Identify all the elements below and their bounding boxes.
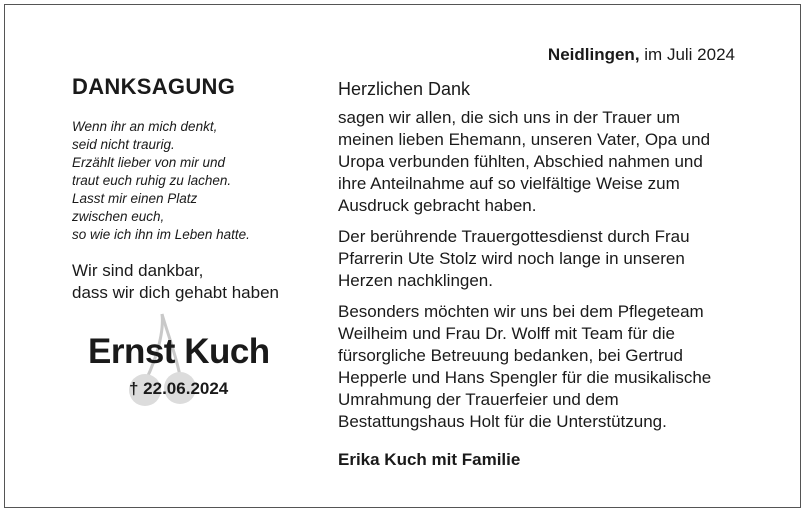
date: im Juli 2024	[644, 45, 735, 64]
deceased-name: Ernst Kuch	[88, 332, 270, 371]
grateful-text: Wir sind dankbar, dass wir dich gehabt haben	[72, 261, 279, 302]
paragraph: Der berührende Trauergottesdienst durch Frau Pfarrerin Ute Stolz wird noch lange in unseren Herzen nachklingen.	[338, 227, 690, 290]
poem: Wenn ihr an mich denkt, seid nicht traurig. Erzählt lieber von mir und traut euch ruhig zu lachen. Lasst mir einen Platz zwischen euch, so wie ich ihn im Leben hatte.	[72, 119, 250, 242]
page-title: DANKSAGUNG	[72, 74, 236, 99]
signature: Erika Kuch mit Familie	[338, 450, 521, 469]
paragraph: Besonders möchten wir uns bei dem Pflegeteam Weilheim und Frau Dr. Wolff mit Team für die fürsorgliche Betreuung bedanken, bei Gertrud Hepperle und Hans Spengler für die musikalische Umrahmung der Trauerfeier und dem Bestattungshaus Holt für die Unterstützung.	[338, 302, 712, 431]
thanks-text	[338, 78, 748, 442]
death-date: † 22.06.2024	[129, 379, 229, 398]
paragraph: sagen wir allen, die sich uns in der Trauer um meinen lieben Ehemann, unseren Vater, Opa und Uropa verbunden fühlten, Abschied nahmen und ihre Anteilnahme auf so vielfältige Weise zum Ausdruck gebracht haben.	[338, 108, 711, 215]
greeting: Herzlichen Dank	[338, 79, 471, 99]
place-date	[548, 45, 735, 65]
place: Neidlingen,	[547, 45, 640, 64]
